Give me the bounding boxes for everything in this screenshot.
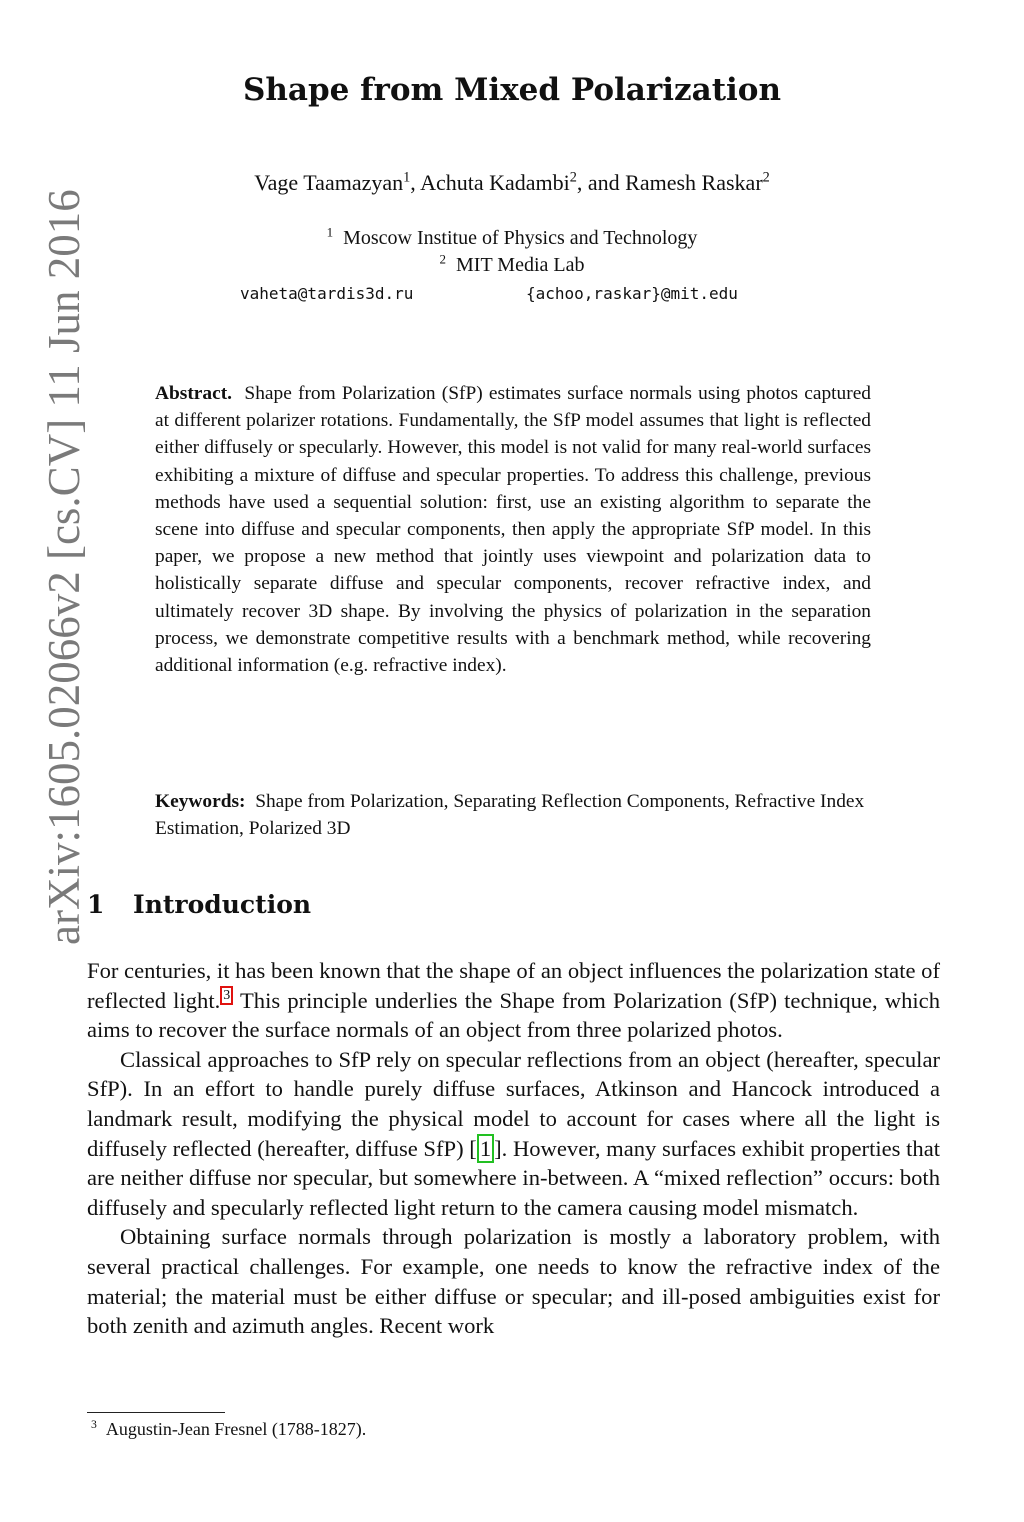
abstract-label: Abstract. (155, 383, 233, 404)
author-affiliation-mark: 2 (569, 169, 577, 186)
footnote-mark: 3 (91, 1418, 97, 1431)
affiliation-2 (0, 251, 1024, 277)
keywords-text: Shape from Polarization, Separating Reflection Components, Refractive Index Estimation, Polarized 3D (155, 791, 865, 840)
footnote-link[interactable]: 3 (220, 986, 233, 1005)
section-title: Introduction (133, 890, 312, 919)
author-name: Achuta Kadambi (420, 170, 570, 195)
author-name: Vage Taamazyan (254, 170, 404, 195)
citation-link[interactable]: 1 (477, 1134, 494, 1163)
author-name: Ramesh Raskar (625, 170, 763, 195)
keywords-label: Keywords: (155, 791, 246, 812)
paragraph-text: This principle underlies the Shape from Polarization (SfP) technique, which aims to recover the surface normals of an object from three polarized photos. (87, 987, 941, 1043)
introduction-body (87, 956, 940, 1341)
paragraph (87, 956, 940, 1045)
author-affiliation-mark: 1 (403, 169, 411, 186)
author-affiliation-mark: 2 (762, 169, 770, 186)
author-separator: , (410, 170, 421, 195)
email-link[interactable]: {achoo,raskar}@mit.edu (526, 284, 738, 303)
paragraph (87, 1045, 940, 1223)
keywords (155, 788, 885, 842)
arxiv-identifier: arXiv:1605.02066v2 [cs.CV] 11 Jun 2016 (39, 189, 89, 945)
affiliation-mark: 1 (326, 224, 334, 240)
section-heading (87, 890, 311, 919)
email-link[interactable]: vaheta@tardis3d.ru (240, 284, 414, 303)
author-separator: , and (576, 170, 626, 195)
paragraph-text: For centuries, it has been known that the shape of an object influences the polarization state of reflected light. (87, 958, 940, 1013)
footnote (91, 1419, 366, 1440)
affiliation-mark: 2 (439, 251, 446, 267)
author-list (0, 170, 1024, 196)
paragraph-text: Classical approaches to SfP rely on specular reflections from an object (hereafter, specular SfP). In an effort to handle purely diffuse surfaces, Atkinson and Hancock introduced a landmark result, modifying the physical model to account for cases where all the light is diffusely reflected (hereafter, diffuse SfP) [ (87, 1046, 940, 1161)
paragraph: Obtaining surface normals through polarization is mostly a laboratory problem, with several practical challenges. For example, one needs to know the refractive index of the material; the material must be either diffuse or specular; and ill-posed ambiguities exist for both zenith and azimuth angles. Recent work (87, 1224, 940, 1339)
affiliation-1 (0, 224, 1024, 250)
paragraph-text: ]. However, many surfaces exhibit properties that are neither diffuse nor specular, but somewhere in-between. A “mixed reflection” occurs: both diffusely and specularly reflected light return to the camera causing model mismatch. (87, 1135, 940, 1220)
footnote-text: Augustin-Jean Fresnel (1788-1827). (105, 1419, 367, 1439)
paper-title: Shape from Mixed Polarization (242, 72, 782, 108)
abstract (155, 380, 871, 679)
footnote-divider (87, 1412, 225, 1413)
affiliation-name: Moscow Institue of Physics and Technology (343, 227, 698, 249)
abstract-text: Shape from Polarization (SfP) estimates surface normals using photos captured at different polarizer rotations. Fundamentally, the SfP model assumes that light is reflected either diffusely or specularly. However, this model is not valid for many real-world surfaces exhibiting a mixture of diffuse and specular properties. To address this challenge, previous methods have used a sequential solution: first, use an existing algorithm to separate the scene into diffuse and specular components, then apply the appropriate SfP model. In this paper, we propose a new method that jointly uses viewpoint and polarization data to holistically separate diffuse and specular components, recover refractive index, and ultimately recover 3D shape. By involving the physics of polarization in the separation process, we demonstrate competitive results with a benchmark method, while recovering additional information (e.g. refractive index). (155, 383, 871, 677)
affiliation-name: MIT Media Lab (456, 254, 585, 276)
section-number: 1 (87, 890, 105, 919)
